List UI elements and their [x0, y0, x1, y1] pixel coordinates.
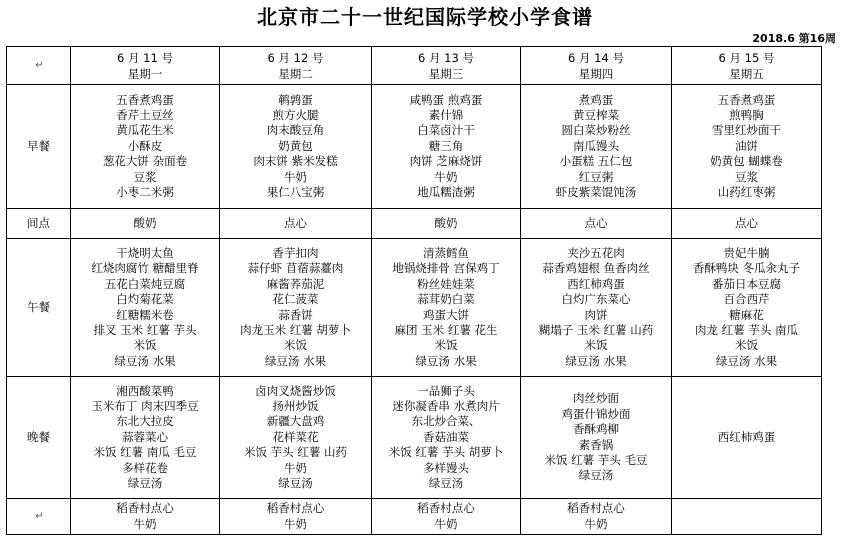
menu-cell [521, 499, 672, 535]
menu-cell [521, 239, 672, 377]
dish-line: 红豆粥 [578, 169, 614, 184]
menu-cell [71, 377, 220, 499]
dish-line: 肉丝炒面 [573, 391, 619, 406]
dish-line: 蒜仔虾 苜蓿蒜薹肉 [247, 261, 344, 276]
dish-line: 虾皮紫菜馄饨汤 [555, 185, 637, 200]
dish-line: 小酥皮 [127, 138, 163, 153]
menu-cell [372, 499, 521, 535]
dish-line: 东北大拉皮 [116, 414, 174, 429]
dish-line: 绿豆汤 [428, 476, 464, 491]
dish-line: 蒜香饼 [278, 307, 313, 322]
menu-cell [372, 377, 521, 499]
dish-line: 白灼广东菜心 [561, 292, 631, 307]
dish-line: 小蛋糕 五仁包 [559, 154, 633, 169]
dish-line: 肉饼 芝麻烧饼 [409, 154, 483, 169]
dish-line: 米饭 [735, 338, 758, 353]
dish-line: 豆浆 [133, 169, 157, 184]
dish-line: 小枣二米粥 [116, 185, 174, 200]
dish-line: 绿豆汤 水果 [415, 353, 477, 368]
dish-line: 绿豆汤 [278, 476, 313, 491]
dish-line: 白灼菊花菜 [116, 292, 174, 307]
day-weekday: 星期二 [278, 66, 313, 81]
menu-table [6, 46, 822, 535]
dish-line: 粉丝娃娃菜 [417, 276, 475, 291]
dish-line: 牛奶 [284, 460, 307, 475]
dish-line: 点心 [284, 215, 307, 230]
dish-line: 糖麻花 [729, 307, 764, 322]
dish-line: 米饭 [584, 338, 608, 353]
menu-cell [220, 377, 372, 499]
menu-cell [672, 85, 822, 209]
menu-cell [672, 377, 822, 499]
meal-label: 间点 [7, 209, 71, 239]
dish-line: 稻香村点心 [116, 501, 174, 516]
dish-line: 肉龙玉米 红薯 胡萝卜 [240, 322, 351, 337]
dish-line: 酸奶 [434, 215, 458, 230]
dish-line: 绿豆汤 水果 [264, 353, 327, 368]
dish-line: 油饼 [735, 138, 758, 153]
day-weekday: 星期五 [729, 66, 764, 81]
dish-line: 煎方火腿 [272, 107, 319, 122]
dish-line: 稻香村点心 [266, 501, 325, 516]
dish-line: 湘西酸菜鸭 [116, 383, 174, 398]
dish-line: 牛奶 [434, 169, 458, 184]
dish-line: 肉末饼 紫米发糕 [253, 154, 338, 169]
dish-line: 红糖糯米卷 [116, 307, 174, 322]
dish-line: 果仁八宝粥 [266, 185, 325, 200]
dish-line: 鸡蛋大饼 [423, 307, 469, 322]
dish-line: 牛奶 [584, 516, 608, 531]
day-date: 6 月 12 号 [267, 50, 324, 65]
dish-line: 点心 [735, 215, 758, 230]
dish-line: 香芹土豆丝 [116, 107, 174, 122]
day-date: 6 月 14 号 [568, 50, 624, 65]
dish-line: 多样馒头 [423, 460, 469, 475]
menu-cell [521, 377, 672, 499]
meal-row-dinner [7, 377, 822, 499]
dish-line: 西红柿鸡蛋 [717, 429, 776, 444]
menu-cell [372, 85, 521, 209]
menu-cell [71, 499, 220, 535]
menu-cell [372, 209, 521, 239]
dish-line: 米饭 红薯 芋头 胡萝卜 [388, 445, 504, 460]
dish-line: 糊塌子 玉米 红薯 山药 [538, 322, 654, 337]
header-row [7, 47, 822, 85]
dish-line: 葱花大饼 杂面卷 [102, 154, 188, 169]
corner-cell [7, 47, 71, 85]
dish-line: 番茄日本豆腐 [712, 276, 781, 291]
menu-cell [220, 209, 372, 239]
dish-line: 圆白菜炒粉丝 [561, 123, 631, 138]
dish-line: 绿豆汤 [578, 468, 614, 483]
dish-line: 白菜卤汁干 [417, 123, 475, 138]
dish-line: 麻团 玉米 红薯 花生 [394, 322, 498, 337]
dish-line: 贵妃牛腩 [723, 245, 770, 260]
dish-line: 奶黄包 [278, 138, 313, 153]
dish-line: 地瓜糯渣粥 [417, 185, 475, 200]
dish-line: 米饭 红薯 南瓜 毛豆 [93, 445, 197, 460]
dish-line: 香酥鸡柳 [573, 422, 619, 437]
dish-line: 素香锅 [578, 437, 614, 452]
paragraph-mark: ↵ [35, 511, 44, 523]
menu-cell [220, 85, 372, 209]
dish-line: 山药红枣粥 [717, 185, 776, 200]
dish-line: 新疆大盘鸡 [266, 414, 325, 429]
dish-line: 煮鸡蛋 [578, 92, 614, 107]
dish-line: 牛奶 [284, 516, 307, 531]
dish-line: 牛奶 [434, 516, 458, 531]
dish-line: 米饭 [133, 338, 157, 353]
dish-line: 香酥鸭块 冬瓜汆丸子 [692, 261, 801, 276]
dish-line: 稻香村点心 [567, 501, 625, 516]
dish-line: 蒜香鸡翅根 鱼香肉丝 [542, 261, 650, 276]
dish-line: 扬州炒饭 [272, 398, 319, 413]
dish-line: 煎鸭胸 [729, 107, 764, 122]
menu-cell [672, 209, 822, 239]
dish-line: 地锅烧排骨 宫保鸡丁 [392, 261, 500, 276]
menu-cell [71, 239, 220, 377]
menu-cell [71, 209, 220, 239]
meal-label: 午餐 [7, 239, 71, 377]
dish-line: 奶黄包 蝴蝶卷 [710, 154, 783, 169]
dish-line: 米饭 [434, 338, 458, 353]
dish-line: 雪里红炒面干 [712, 123, 781, 138]
dish-line: 南瓜馒头 [573, 138, 619, 153]
dish-line: 米饭 [284, 338, 307, 353]
dish-line: 香菇油菜 [423, 429, 469, 444]
menu-cell [71, 85, 220, 209]
dish-line: 五香煮鸡蛋 [717, 92, 776, 107]
dish-line: 酸奶 [133, 215, 157, 230]
meal-label: 晚餐 [7, 377, 71, 499]
dish-line: 绿豆汤 水果 [715, 353, 778, 368]
dish-line: 五花白菜炖豆腐 [104, 276, 186, 291]
dish-line: 清蒸鳕鱼 [423, 245, 469, 260]
dish-line: 点心 [584, 215, 608, 230]
dish-line: 五香煮鸡蛋 [116, 92, 174, 107]
dish-line: 排叉 玉米 红薯 芋头 [93, 322, 197, 337]
day-date: 6 月 15 号 [718, 50, 775, 65]
dish-line: 多样花卷 [122, 460, 168, 475]
dish-line: 黄瓜花生米 [116, 123, 174, 138]
dish-line: 豆浆 [735, 169, 758, 184]
dish-line: 肉末酸豆角 [266, 123, 325, 138]
dish-line: 花仁菠菜 [272, 292, 319, 307]
dish-line: 卤肉叉烧酱炒饭 [255, 383, 336, 398]
page-title: 北京市二十一世纪国际学校小学食谱 [257, 5, 593, 29]
day-weekday: 星期四 [578, 66, 614, 81]
meal-row-snack [7, 209, 822, 239]
day-header [372, 47, 521, 85]
dish-line: 香芋扣肉 [272, 245, 319, 260]
dish-line: 迷你凝香串 水煮肉片 [392, 398, 500, 413]
dish-line: 百合西芹 [723, 292, 770, 307]
menu-cell [672, 499, 822, 535]
dish-line: 肉龙 红薯 芋头 南瓜 [695, 322, 798, 337]
dish-line: 西红柿鸡蛋 [567, 276, 625, 291]
menu-cell [372, 239, 521, 377]
day-date: 6 月 11 号 [117, 50, 173, 65]
meal-row-breakfast [7, 85, 822, 209]
dish-line: 牛奶 [284, 169, 307, 184]
menu-cell [220, 239, 372, 377]
dish-line: 鸡蛋什锦炒面 [561, 406, 631, 421]
dish-line: 花样菜花 [272, 429, 319, 444]
dish-line: 米饭 红薯 芋头 毛豆 [544, 452, 648, 467]
day-header [672, 47, 822, 85]
menu-cell [521, 209, 672, 239]
dish-line: 绿豆汤 水果 [565, 353, 627, 368]
dish-line: 稻香村点心 [417, 501, 475, 516]
meal-row-lunch [7, 239, 822, 377]
day-header [220, 47, 372, 85]
paragraph-mark: ↵ [35, 60, 44, 72]
day-header [521, 47, 672, 85]
dish-line: 牛奶 [133, 516, 157, 531]
day-header [71, 47, 220, 85]
menu-cell [521, 85, 672, 209]
dish-line: 一品狮子头 [417, 383, 475, 398]
dish-line: 黄豆榨菜 [573, 107, 619, 122]
day-weekday: 星期三 [428, 66, 464, 81]
dish-line: 干烧明太鱼 [116, 245, 174, 260]
dish-line: 米饭 芋头 红薯 山药 [244, 445, 347, 460]
dish-line: 蒜茸奶白菜 [417, 292, 475, 307]
meal-label: 早餐 [7, 85, 71, 209]
dish-line: 素什锦 [428, 107, 464, 122]
dish-line: 鹌鹑蛋 [278, 92, 313, 107]
dish-line: 红烧肉腐竹 糖醋里脊 [91, 261, 199, 276]
day-weekday: 星期一 [127, 66, 163, 81]
week-label: 2018.6 第16周 [752, 32, 836, 45]
dish-line: 咸鸭蛋 煎鸡蛋 [409, 92, 483, 107]
dish-line: 麻酱荞茄泥 [266, 276, 325, 291]
dish-line: 糖三角 [428, 138, 464, 153]
dish-line: 东北炒合菜、 [411, 414, 481, 429]
dish-line: 蒜蓉菜心 [122, 429, 168, 444]
menu-cell [672, 239, 822, 377]
dish-line: 绿豆汤 水果 [114, 353, 176, 368]
dish-line: 玉米布丁 肉末四季豆 [91, 398, 199, 413]
meal-row-night-snack [7, 499, 822, 535]
dish-line: 绿豆汤 [127, 476, 163, 491]
meal-label [7, 499, 71, 535]
dish-line: 肉饼 [584, 307, 608, 322]
dish-line: 夹沙五花肉 [567, 245, 625, 260]
day-date: 6 月 13 号 [418, 50, 474, 65]
menu-cell [220, 499, 372, 535]
